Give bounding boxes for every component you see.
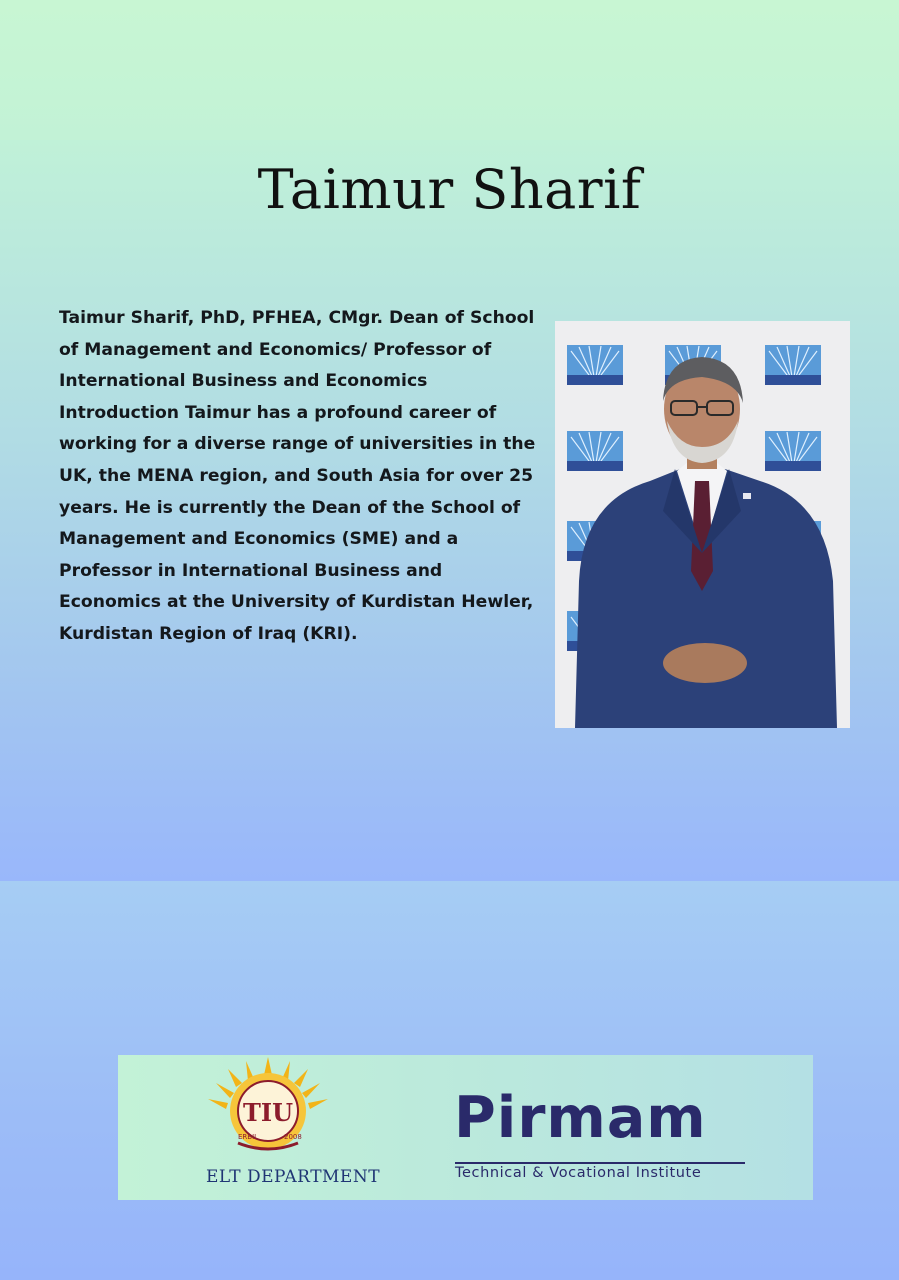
- svg-text:ERBIL: ERBIL: [238, 1133, 259, 1141]
- svg-text:TIU: TIU: [242, 1098, 294, 1127]
- svg-text:2008: 2008: [284, 1133, 302, 1141]
- bio-paragraph: Taimur Sharif, PhD, PFHEA, CMgr. Dean of School of Management and Economics/ Professor of International Business and Economics Introduction Taimur has a profound career of working for a diverse range of universities in the UK, the MENA region, and South Asia for over 25 years. He is currently the Dean of the School of Management and Economics (SME) and a Professor in International Business and Economics at the University of Kurdistan Hewler, Kurdistan Region of Iraq (KRI).: [59, 308, 536, 644]
- portrait-photo: [555, 321, 850, 728]
- pirmam-logo-name: Pirmam: [454, 1085, 707, 1151]
- elt-department-label: ELT DEPARTMENT: [205, 1167, 381, 1187]
- page-title: Taimur Sharif: [257, 158, 642, 221]
- top-band: [0, 0, 899, 140]
- partner-logos-strip: [118, 1055, 813, 1200]
- pirmam-logo-subtitle: Technical & Vocational Institute: [455, 1162, 745, 1181]
- portrait-illustration: [555, 321, 850, 728]
- tiu-logo: [198, 1055, 338, 1155]
- tiu-seal-icon: [198, 1055, 338, 1155]
